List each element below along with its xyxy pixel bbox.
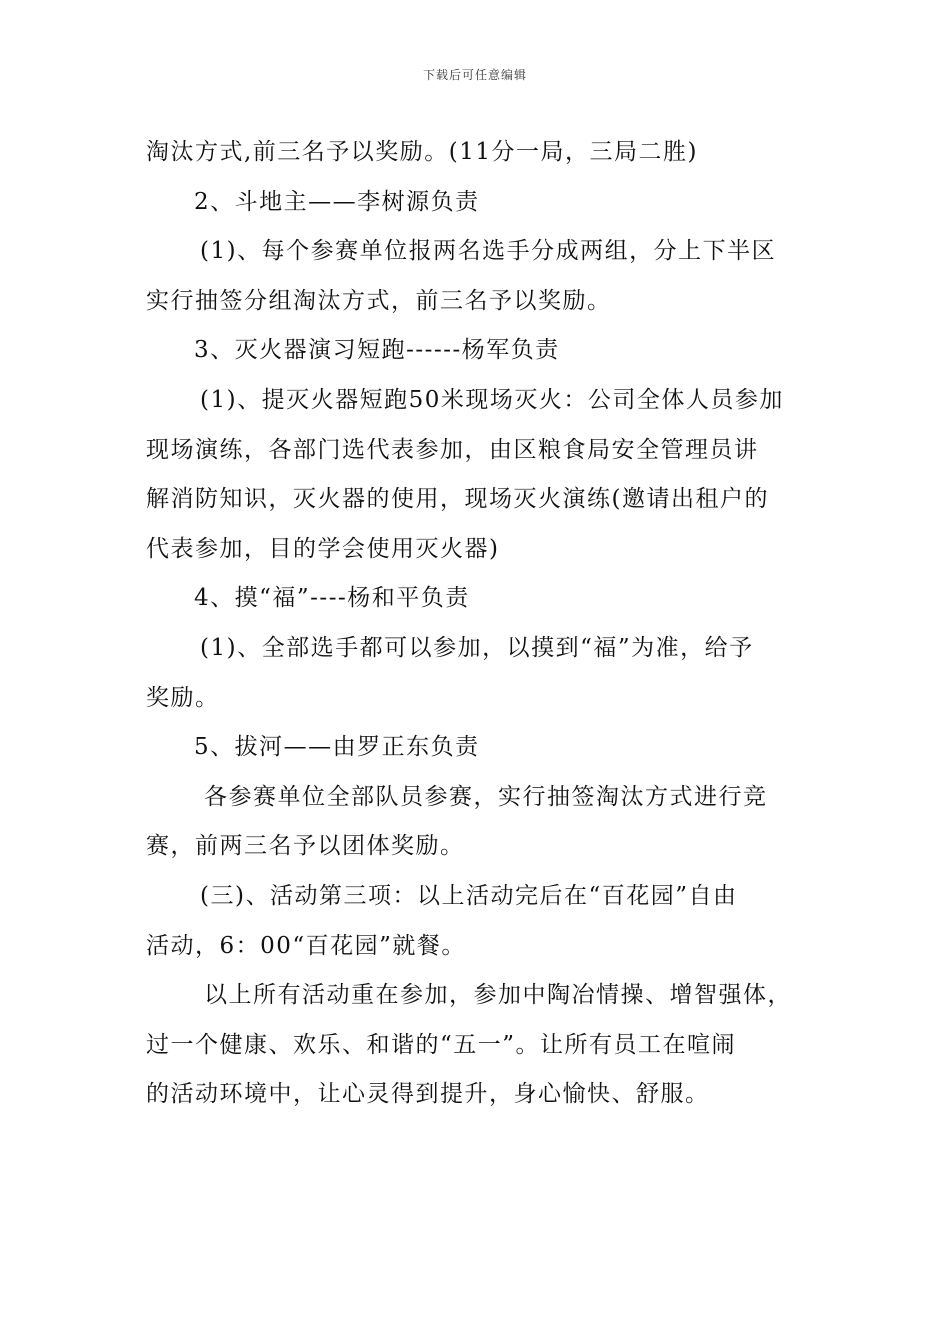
text-line: 现场演练，各部门选代表参加，由区粮食局安全管理员讲 (146, 436, 759, 463)
text-line: 的活动环境中，让心灵得到提升，身心愉快、舒服。 (146, 1081, 710, 1108)
section-heading: 3、灭火器演习短跑------杨军负责 (194, 337, 560, 364)
text-line: 淘汰方式,前三名予以奖励。(11分一局，三局二胜) (146, 139, 699, 165)
text-line: (1)、全部选手都可以参加，以摸到“福”为准，给予 (200, 634, 754, 661)
text-line: (1)、每个参赛单位报两名选手分成两组，分上下半区 (200, 238, 777, 265)
section-heading: 5、拔河——由罗正东负责 (194, 734, 480, 761)
section-heading: 2、斗地主——李树源负责 (194, 188, 480, 215)
text-line: 以上所有活动重在参加，参加中陶冶情操、增智强体， (204, 982, 792, 1009)
text-line: 奖励。 (146, 684, 220, 711)
text-line: (1)、提灭火器短跑50米现场灭火：公司全体人员参加 (200, 386, 784, 413)
text-line: (三)、活动第三项：以上活动完后在“百花园”自由 (200, 882, 738, 909)
header-note: 下载后可任意编辑 (422, 68, 527, 82)
text-line: 各参赛单位全部队员参赛，实行抽签淘汰方式进行竞 (204, 783, 768, 810)
text-line: 活动，6：00“百花园”就餐。 (146, 932, 466, 959)
text-line: 代表参加，目的学会使用灭火器) (146, 535, 500, 562)
text-line: 过一个健康、欢乐、和谐的“五一”。让所有员工在喧闹 (146, 1031, 737, 1058)
section-heading: 4、摸“福”----杨和平负责 (194, 585, 470, 612)
text-line: 实行抽签分组淘汰方式，前三名予以奖励。 (146, 287, 612, 314)
document-body (146, 128, 816, 1120)
text-line: 解消防知识，灭火器的使用，现场灭火演练(邀请出租户的 (146, 486, 769, 513)
text-line: 赛，前两三名予以团体奖励。 (146, 833, 465, 860)
